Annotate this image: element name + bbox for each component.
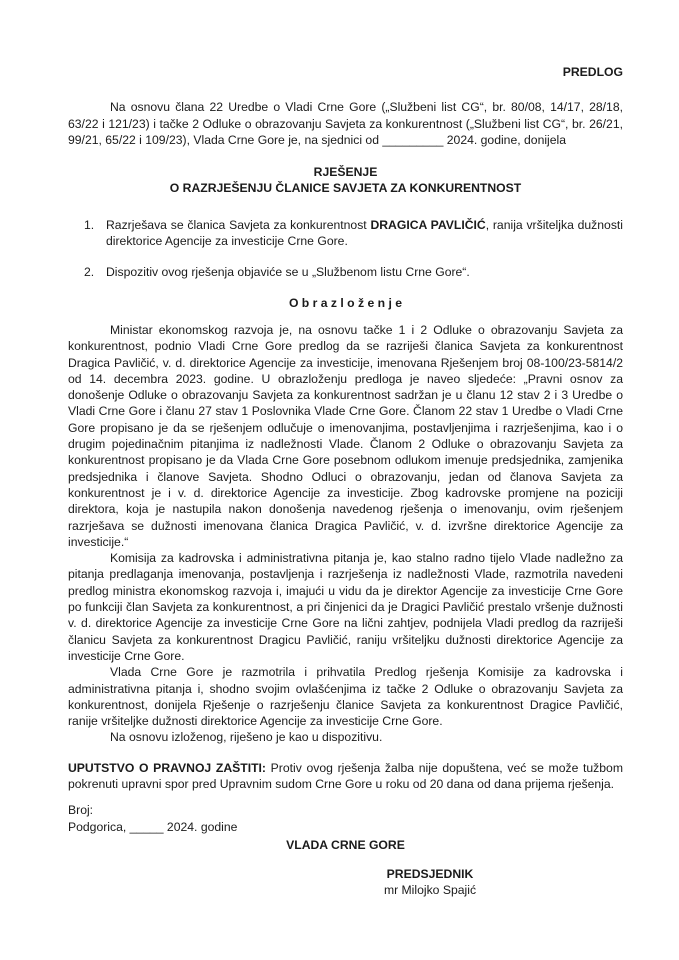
case-number-label: Broj:	[68, 803, 94, 818]
explanation-paragraph-3: Vlada Crne Gore je razmotrila i prihvatila Predlog rješenja Komisije za kadrovska i administrativna pitanja i, shodno svojim ovlašćenjima iz tačke 2 Odluke o obrazovanju Savjeta za konkurentnost, donijela Rješenje o razrješenju članice Savjeta za konkurentnost Dragice Pavličić, ranije vršiteljke dužnosti direktorice Agencije za investicije Crne Gore.	[68, 665, 623, 729]
explanation-paragraph-1: Ministar ekonomskog razvoja je, na osnovu tačke 1 i 2 Odluke o obrazovanju Savjeta za konkurentnost, podnio Vladi Crne Gore predlog da se razriješi članica Savjeta za konkurentnost Dragica Pavličić, v. d. direktorice Agencije za investicije, imenovana Rješenjem broj 08-100/23-5814/2 od 14. decembra 2023. godine. U obrazloženju predloga je naveo sljedeće: „Pravni osnov za donošenje Odluke o obrazovanju Savjeta za konkurentnost sadržan je u članu 12 stav 2 i 3 Uredbe o Vladi Crne Gore i članu 27 stav 1 Poslovnika Vlade Crne Gore. Članom 22 stav 1 Uredbe o Vladi Crne Gore propisano je da se rješenjem odlučuje o imenovanjima, postavljenjima i razrješenjima, kao i o drugim pojedinačnim pitanjima iz nadležnosti Vlade. Članom 2 Odluke o obrazovanju Savjeta za konkurentnost propisano je da Vlada Crne Gore posebnom odlukom imenuje predsjednika, zamjenika predsjednika i članove Savjeta. Shodno Odluci o obrazovanju, jedan od članova Savjeta za konkurentnost je i v. d. direktorice Agencije za investicije. Zbog kadrovske promjene na poziciji direktora, koja je nastupila nakon donošenja navedenog rješenja o imenovanju, ovim rješenjem razrješava se dužnosti imenovana članica Dragica Pavličić, v. d. izvršne direktorice Agencije za investicije.“	[68, 322, 623, 549]
resolution-list	[68, 217, 623, 281]
item-text-pre: Razrješava se članica Savjeta za konkurentnost	[106, 217, 371, 232]
explanation-paragraph-4: Na osnovu izloženog, riješeno je kao u dispozitivu.	[110, 730, 383, 745]
resolution-title	[68, 164, 623, 197]
signature-block	[330, 866, 530, 899]
item-text	[106, 217, 623, 250]
signature-role: PREDSJEDNIK	[386, 867, 474, 882]
list-item-1	[68, 217, 623, 250]
item-text-post: , ranija vršiteljka dužnosti direktorice Agencije za investicije Crne Gore.	[106, 217, 624, 249]
explanation-paragraph-2: Komisija za kadrovska i administrativna pitanja je, kao stalno radno tijelo Vlade nadležno za pitanja predlaganja imenovanja, postavljenja i razrješenja iz nadležnosti Vlade, razmotrila navedeni predlog ministra ekonomskog razvoja i, imajući u vidu da je direktor Agencije za investicije Crne Gore po funkciji član Savjeta za konkurentnost, a pri činjenici da je Dragici Pavličić prestalo vršenje dužnosti v. d. direktorice Agencije za investicije Crne Gore na lični zahtjev, podnijela Vladi predlog da razriješi članicu Savjeta za konkurentnost Dragicu Pavličić, raniju vršiteljku dužnosti direktorice Agencije za investicije Crne Gore.	[68, 551, 623, 663]
dismissed-person-name: DRAGICA PAVLIČIĆ	[370, 217, 486, 232]
item-number: 2.	[84, 265, 95, 280]
document-label-text: PREDLOG	[562, 65, 623, 79]
legal-remedy-notice	[68, 760, 623, 793]
place-date-line: Podgorica, _____ 2024. godine	[68, 819, 238, 834]
legal-remedy-lead: UPUTSTVO O PRAVNOJ ZAŠTITI:	[68, 760, 266, 775]
document-footer	[68, 802, 623, 898]
government-name: VLADA CRNE GORE	[286, 837, 405, 852]
legal-remedy-text: Protiv ovog rješenja žalba nije dopuštena, već se može tužbom pokrenuti upravni spor pred Upravnim sudom Crne Gore u roku od 20 dana od dana prijema rješenja.	[68, 760, 623, 791]
intro-paragraph: Na osnovu člana 22 Uredbe o Vladi Crne Gore („Službeni list CG“, br. 80/08, 14/17, 28/18, 63/22 i 121/23) i tačke 2 Odluke o obrazovanju Savjeta za konkurentnost („Službeni list CG“, br. 26/21, 99/21, 65/22 i 109/23), Vlada Crne Gore je, na sjednici od _________ 2024. godine, donijela	[68, 100, 623, 147]
list-item-2	[68, 264, 623, 280]
explanation-body	[68, 322, 623, 746]
explanation-heading: O b r a z l o ž e n j e	[288, 295, 403, 310]
signature-name: mr Milojko Spajić	[383, 883, 477, 898]
document-label	[68, 64, 623, 80]
resolution-title-line-1: RJEŠENJE	[313, 165, 378, 180]
item-number: 1.	[84, 217, 95, 232]
item-text: Dispozitiv ovog rješenja objaviće se u „Službenom listu Crne Gore“.	[106, 265, 470, 280]
resolution-title-line-2: O RAZRJEŠENJU ČLANICE SAVJETA ZA KONKURENTNOST	[169, 181, 522, 196]
